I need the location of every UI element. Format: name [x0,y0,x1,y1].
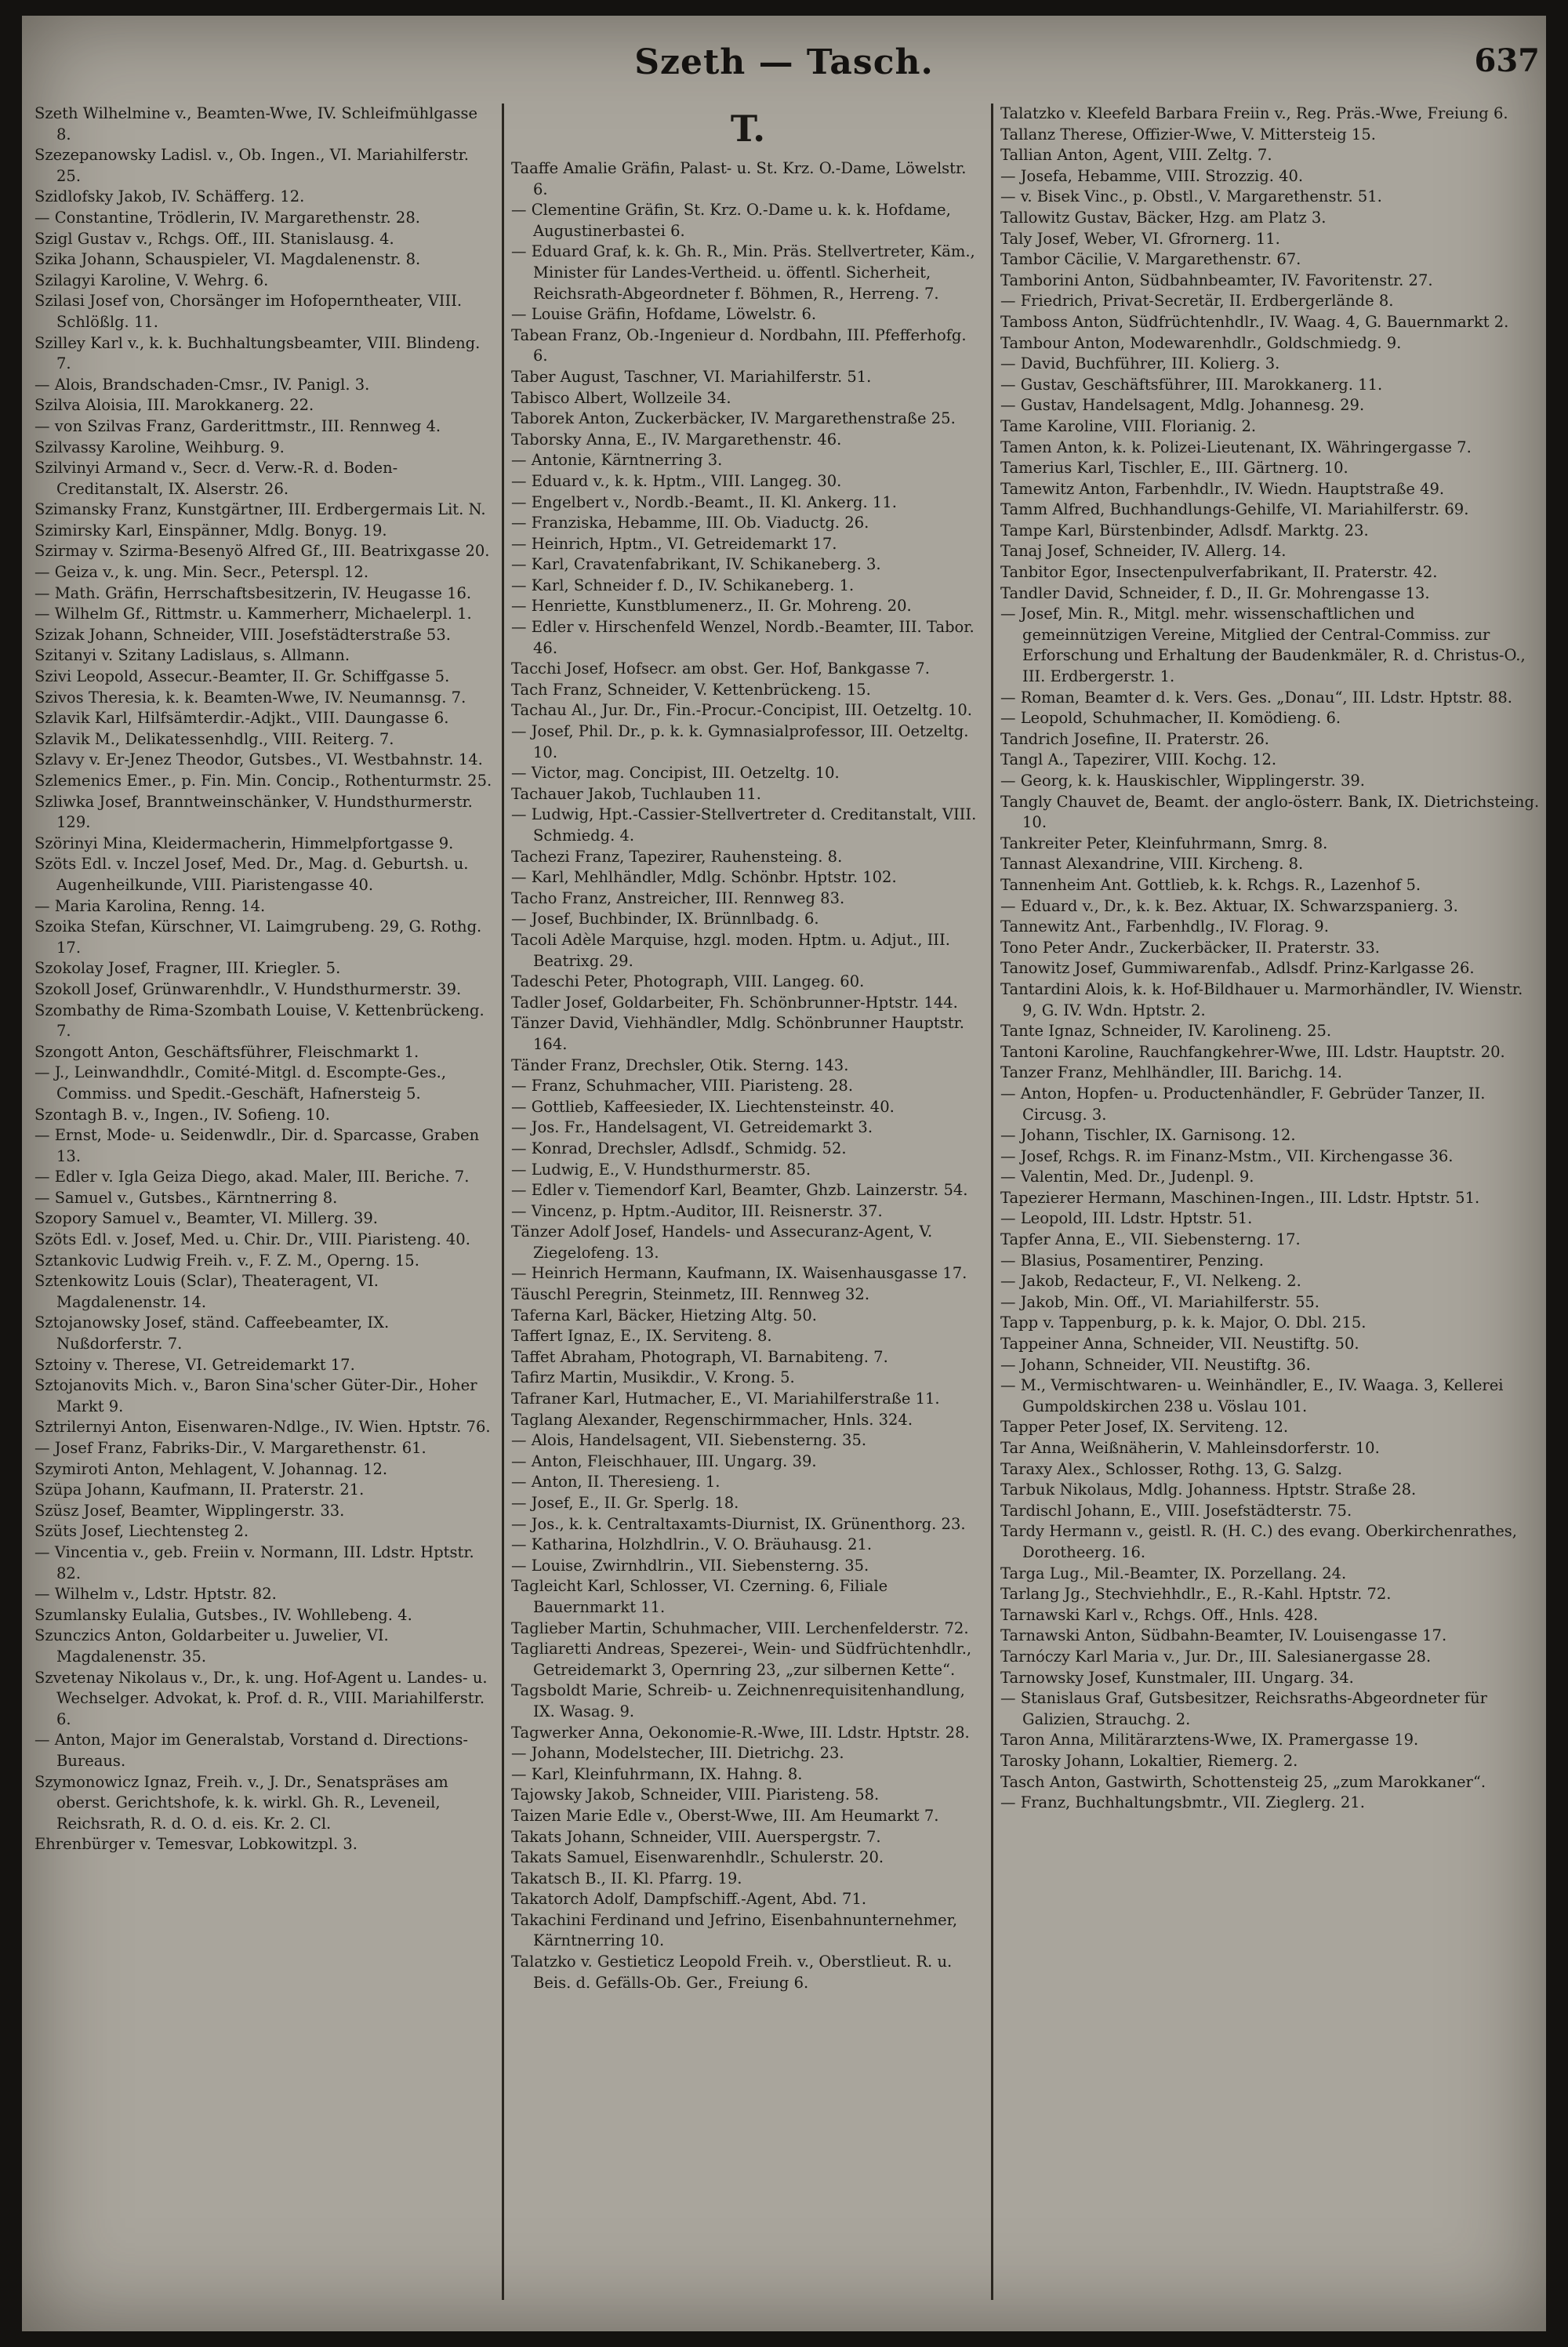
directory-entry: Taglieber Martin, Schuhmacher, VIII. Lerchenfelderstr. 72. [511,1619,969,1637]
directory-entry: Szlemenics Emer., p. Fin. Min. Concip., Rothenturmstr. 25. [34,772,492,790]
directory-entry: — Eduard v., Dr., k. k. Bez. Aktuar, IX. Schwarzspanierg. 3. [1000,896,1458,915]
directory-entry: Tono Peter Andr., Zuckerbäcker, II. Praterstr. 33. [1000,938,1380,957]
directory-entry: — Edler v. Hirschenfeld Wenzel, Nordb.-Beamter, III. Tabor. 46. [511,618,975,657]
directory-entry: Tannast Alexandrine, VIII. Kircheng. 8. [1000,855,1304,874]
directory-entry: Tacho Franz, Anstreicher, III. Rennweg 83. [511,888,845,907]
directory-entry: Szika Johann, Schauspieler, VI. Magdalenenstr. 8. [34,250,421,269]
directory-entry: Tanaj Josef, Schneider, IV. Allerg. 14. [1000,542,1287,561]
directory-entry: Szokoll Josef, Grünwarenhdlr., V. Hundsthurmerstr. 39. [34,979,462,998]
directory-entry: — Ludwig, Hpt.-Cassier-Stellvertreter d. Creditanstalt, VIII. Schmiedg. 4. [511,805,977,845]
directory-entry: Tapezierer Hermann, Maschinen-Ingen., III. Ldstr. Hptstr. 51. [1000,1188,1480,1207]
directory-entry: Tarnawski Anton, Südbahn-Beamter, IV. Louisengasse 17. [1000,1626,1447,1645]
directory-entry: — Ludwig, E., V. Hundsthurmerstr. 85. [511,1160,811,1179]
directory-entry: Tadeschi Peter, Photograph, VIII. Langeg. 60. [511,972,865,991]
directory-entry: Szimirsky Karl, Einspänner, Mdlg. Bonyg. 19. [34,521,387,540]
directory-entry: Tarnawski Karl v., Rchgs. Off., Hnls. 428. [1000,1605,1319,1624]
directory-entry: Tangl A., Tapezirer, VIII. Kochg. 12. [1000,750,1277,769]
directory-entry: Tapper Peter Josef, IX. Serviteng. 12. [1000,1418,1289,1437]
directory-entry: — Anton, Major im Generalstab, Vorstand d. Directions-Bureaus. [34,1731,469,1770]
directory-entry: Tamboss Anton, Südfrüchtenhdlr., IV. Waag. 4, G. Bauernmarkt 2. [1000,312,1509,331]
directory-entry: Sztenkowitz Louis (Sclar), Theateragent, VI. Magdalenenstr. 14. [34,1272,379,1311]
directory-entry: Szilley Karl v., k. k. Buchhaltungsbeamter, VIII. Blindeng. 7. [34,333,481,373]
directory-entry: — Engelbert v., Nordb.-Beamt., II. Kl. Ankerg. 11. [511,492,897,511]
directory-entry: — Johann, Modelstecher, III. Dietrichg. 23. [511,1744,844,1763]
directory-entry: — Henriette, Kunstblumenerz., II. Gr. Mohreng. 20. [511,597,912,616]
directory-entry: — Vincenz, p. Hptm.-Auditor, III. Reisnerstr. 37. [511,1201,883,1220]
directory-entry: Szilvassy Karoline, Weihburg. 9. [34,438,285,456]
directory-entry: Tagwerker Anna, Oekonomie-R.-Wwe, III. Ldstr. Hptstr. 28. [511,1723,970,1742]
directory-entry: Tapp v. Tappenburg, p. k. k. Major, O. Dbl. 215. [1000,1313,1367,1332]
directory-entry: — Anton, Hopfen- u. Productenhändler, F. Gebrüder Tanzer, II. Circusg. 3. [1000,1084,1486,1124]
directory-entry: Tacoli Adèle Marquise, hzgl. moden. Hptm. u. Adjut., III. Beatrixg. 29. [511,930,950,970]
directory-entry: Tamborini Anton, Südbahnbeamter, IV. Favoritenstr. 27. [1000,271,1433,289]
directory-entry: Tantardini Alois, k. k. Hof-Bildhauer u. Marmorhändler, IV. Wienstr. 9, G. IV. Wdn. Hptstr. 2. [1000,979,1523,1019]
directory-entry: — Wilhelm v., Ldstr. Hptstr. 82. [34,1585,277,1604]
directory-entry: — Edler v. Tiemendorf Karl, Beamter, Ghzb. Lainzerstr. 54. [511,1181,968,1200]
directory-entry: Taly Josef, Weber, VI. Gfrornerg. 11. [1000,229,1280,248]
directory-entry: — Math. Gräfin, Herrschaftsbesitzerin, IV. Heugasse 16. [34,583,472,602]
directory-entry: — Clementine Gräfin, St. Krz. O.-Dame u. k. k. Hofdame, Augustinerbastei 6. [511,201,951,240]
directory-entry: Takatsch B., II. Kl. Pfarrg. 19. [511,1869,742,1887]
directory-entry: — Josef, Phil. Dr., p. k. k. Gymnasialprofessor, III. Oetzeltg. 10. [511,722,969,761]
directory-entry: Szüsz Josef, Beamter, Wipplingerstr. 33. [34,1501,345,1520]
page-number: 637 [1474,42,1540,79]
directory-entry: Taizen Marie Edle v., Oberst-Wwe, III. Am Heumarkt 7. [511,1806,939,1825]
directory-entry: — Geiza v., k. ung. Min. Secr., Peterspl. 12. [34,563,369,582]
directory-entry: Szimansky Franz, Kunstgärtner, III. Erdbergermais Lit. N. [34,500,486,519]
directory-entry: Tankreiter Peter, Kleinfuhrmann, Smrg. 8. [1000,834,1328,852]
directory-entry: Tallanz Therese, Offizier-Wwe, V. Mittersteig 15. [1000,125,1376,144]
directory-entry: Tardy Hermann v., geistl. R. (H. C.) des evang. Oberkirchenrathes, Dorotheerg. 16. [1000,1522,1518,1561]
directory-entry: — Josef, E., II. Gr. Sperlg. 18. [511,1494,739,1512]
directory-entry: Tachauer Jakob, Tuchlauben 11. [511,784,761,803]
directory-entry: Sztojanowsky Josef, ständ. Caffeebeamter, IX. Nußdorferstr. 7. [34,1313,390,1353]
directory-entry: Szizak Johann, Schneider, VIII. Josefstädterstraße 53. [34,625,451,644]
directory-entry: Takatorch Adolf, Dampfschiff.-Agent, Abd. 71. [511,1890,867,1909]
column-2 [511,104,985,2300]
directory-entry: — M., Vermischtwaren- u. Weinhändler, E., IV. Waaga. 3, Kellerei Gumpoldskirchen 238 u. Vöslau 101. [1000,1376,1504,1415]
directory-entry: Szöts Edl. v. Josef, Med. u. Chir. Dr., VIII. Piaristeng. 40. [34,1230,470,1249]
directory-entry: Tamen Anton, k. k. Polizei-Lieutenant, IX. Währingergasse 7. [1000,438,1472,456]
directory-entry: — von Szilvas Franz, Garderittmstr., III. Rennweg 4. [34,416,441,435]
directory-entry: Tame Karoline, VIII. Florianig. 2. [1000,416,1257,435]
directory-entry: Tänder Franz, Drechsler, Otik. Sterng. 143. [511,1055,849,1074]
directory-entry: Tampe Karl, Bürstenbinder, Adlsdf. Marktg. 23. [1000,521,1369,540]
directory-entry: Szlavik Karl, Hilfsämterdir.-Adjkt., VIII. Daungasse 6. [34,709,449,728]
directory-entry: Szliwka Josef, Branntweinschänker, V. Hundsthurmerstr. 129. [34,792,473,832]
directory-entry: — Georg, k. k. Hauskischler, Wipplingerstr. 39. [1000,772,1365,790]
directory-entry: Sztojanovits Mich. v., Baron Sina'scher Güter-Dir., Hoher Markt 9. [34,1376,477,1415]
directory-entry: — Ernst, Mode- u. Seidenwdlr., Dir. d. Sparcasse, Graben 13. [34,1126,480,1165]
directory-entry: — Alois, Handelsagent, VII. Siebensterng. 35. [511,1431,867,1450]
column-3 [1000,104,1541,2300]
directory-entry: Tannenheim Ant. Gottlieb, k. k. Rchgs. R., Lazenhof 5. [1000,875,1421,894]
directory-entry: Szopory Samuel v., Beamter, VI. Millerg. 39. [34,1209,378,1228]
directory-entry: Taglang Alexander, Regenschirmmacher, Hnls. 324. [511,1410,913,1429]
directory-entry: — Jakob, Redacteur, F., VI. Nelkeng. 2. [1000,1272,1301,1291]
directory-entry: — Karl, Kleinfuhrmann, IX. Hahng. 8. [511,1764,803,1783]
directory-entry: Tante Ignaz, Schneider, IV. Karolineng. 25. [1000,1022,1332,1041]
directory-entry: Tajowsky Jakob, Schneider, VIII. Piaristeng. 58. [511,1786,880,1804]
directory-entry: — David, Buchführer, III. Kolierg. 3. [1000,354,1280,373]
directory-entry: Tantoni Karoline, Rauchfangkehrer-Wwe, III. Ldstr. Hauptstr. 20. [1000,1042,1505,1061]
directory-entry: Takats Johann, Schneider, VIII. Auerspergstr. 7. [511,1827,881,1846]
directory-entry: Tach Franz, Schneider, V. Kettenbrückeng. 15. [511,680,871,699]
directory-entry: — Gottlieb, Kaffeesieder, IX. Liechtensteinstr. 40. [511,1097,895,1116]
directory-entry: Szlavy v. Er-Jenez Theodor, Gutsbes., VI. Westbahnstr. 14. [34,750,483,769]
directory-entry: Tarnowsky Josef, Kunstmaler, III. Ungarg. 34. [1000,1668,1354,1687]
directory-entry: Tarosky Johann, Lokaltier, Riemerg. 2. [1000,1751,1298,1770]
directory-entry: — Maria Karolina, Renng. 14. [34,896,266,915]
directory-entry: — Jakob, Min. Off., VI. Mariahilferstr. 55. [1000,1292,1319,1311]
directory-entry: Tar Anna, Weißnäherin, V. Mahleinsdorferstr. 10. [1000,1439,1380,1457]
directory-entry: Täuschl Peregrin, Steinmetz, III. Rennweg 32. [511,1285,870,1304]
directory-entry: — J., Leinwandhdlr., Comité-Mitgl. d. Escompte-Ges., Commiss. und Spedit.-Geschäft, Hafnersteig 5. [34,1063,447,1103]
directory-entry: Szongott Anton, Geschäftsführer, Fleischmarkt 1. [34,1042,419,1061]
directory-entry: Tallowitz Gustav, Bäcker, Hzg. am Platz 3. [1000,208,1327,227]
directory-entry: Szöts Edl. v. Inczel Josef, Med. Dr., Mag. d. Geburtsh. u. Augenheilkunde, VIII. Piaristengasse 40. [34,855,469,894]
directory-entry: Sztoiny v. Therese, VI. Getreidemarkt 17. [34,1355,355,1374]
directory-entry: Tandrich Josefine, II. Praterstr. 26. [1000,729,1270,748]
directory-entry: Tagsboldt Marie, Schreib- u. Zeichnenrequisitenhandlung, IX. Wasag. 9. [511,1681,965,1720]
directory-entry: Szilvinyi Armand v., Secr. d. Verw.-R. d. Boden-Creditanstalt, IX. Alserstr. 26. [34,459,398,498]
directory-entry: Tabean Franz, Ob.-Ingenieur d. Nordbahn, III. Pfefferhofg. 6. [511,325,967,365]
directory-entry: — Johann, Schneider, VII. Neustiftg. 36. [1000,1355,1311,1374]
directory-entry: Talatzko v. Gestieticz Leopold Freih. v., Oberstlieut. R. u. Beis. d. Gefälls-Ob. Ger., Freiung 6. [511,1953,953,1992]
directory-entry: — Antonie, Kärntnerring 3. [511,451,723,470]
directory-entry: Tarlang Jg., Stechviehhdlr., E., R.-Kahl. Hptstr. 72. [1000,1585,1392,1604]
directory-entry: — Johann, Tischler, IX. Garnisong. 12. [1000,1126,1296,1145]
directory-entry: — Vincentia v., geb. Freiin v. Normann, III. Ldstr. Hptstr. 82. [34,1542,474,1582]
directory-entry: — Stanislaus Graf, Gutsbesitzer, Reichsraths-Abgeordneter für Galizien, Strauchg. 2. [1000,1689,1487,1728]
directory-entry: Szigl Gustav v., Rchgs. Off., III. Stanislausg. 4. [34,229,394,248]
directory-entry: Tasch Anton, Gastwirth, Schottensteig 25, „zum Marokkaner“. [1000,1772,1486,1791]
directory-entry: Tadler Josef, Goldarbeiter, Fh. Schönbrunner-Hptstr. 144. [511,993,958,1012]
directory-entry: Sztrilernyi Anton, Eisenwaren-Ndlge., IV. Wien. Hptstr. 76. [34,1418,491,1437]
directory-entry: — Jos., k. k. Centraltaxamts-Diurnist, IX. Grünenthorg. 23. [511,1514,966,1533]
directory-entry: Tanzer Franz, Mehlhändler, III. Barichg. 14. [1000,1063,1342,1082]
directory-entry: — Alois, Brandschaden-Cmsr., IV. Panigl. 3. [34,375,370,394]
directory-entry: Szontagh B. v., Ingen., IV. Sofieng. 10. [34,1105,330,1124]
directory-entry: — Josefa, Hebamme, VIII. Strozzig. 40. [1000,166,1304,185]
directory-entry: Szitanyi v. Szitany Ladislaus, s. Allmann. [34,646,350,665]
directory-entry: Tachezi Franz, Tapezirer, Rauhensteing. 8. [511,847,843,866]
directory-entry: Talatzko v. Kleefeld Barbara Freiin v., Reg. Präs.-Wwe, Freiung 6. [1000,104,1508,122]
directory-entry: — Friedrich, Privat-Secretär, II. Erdbergerlände 8. [1000,292,1394,311]
page-header [22,42,1546,89]
directory-entry: — Eduard v., k. k. Hptm., VIII. Langeg. 30. [511,471,842,490]
column-divider [502,104,504,2300]
directory-entry: Szombathy de Rima-Szombath Louise, V. Kettenbrückeng. 7. [34,1001,485,1041]
directory-entry: — Samuel v., Gutsbes., Kärntnerring 8. [34,1188,338,1207]
directory-entry: Tangly Chauvet de, Beamt. der anglo-österr. Bank, IX. Dietrichsteing. 10. [1000,792,1540,832]
directory-entry: Szlavik M., Delikatessenhdlg., VIII. Reiterg. 7. [34,729,394,748]
directory-entry: — Franziska, Hebamme, III. Ob. Viaductg. 26. [511,514,869,532]
directory-entry: — Karl, Mehlhändler, Mdlg. Schönbr. Hptstr. 102. [511,868,897,887]
directory-entry: Taffert Ignaz, E., IX. Serviteng. 8. [511,1327,772,1346]
directory-entry: Taaffe Amalie Gräfin, Palast- u. St. Krz. O.-Dame, Löwelstr. 6. [511,159,967,198]
directory-entry: Tandler David, Schneider, f. D., II. Gr. Mohrengasse 13. [1000,583,1430,602]
directory-entry: Taber August, Taschner, VI. Mariahilferstr. 51. [511,367,872,386]
directory-entry: Szüts Josef, Liechtensteg 2. [34,1522,249,1541]
directory-entry: — Anton, Fleischhauer, III. Ungarg. 39. [511,1451,817,1470]
directory-entry: Tanbitor Egor, Insectenpulverfabrikant, II. Praterstr. 42. [1000,563,1438,582]
directory-entry: Sztankovic Ludwig Freih. v., F. Z. M., Operng. 15. [34,1251,419,1270]
directory-entry: Taborsky Anna, E., IV. Margarethenstr. 46. [511,430,842,449]
directory-entry: Tambour Anton, Modewarenhdlr., Goldschmiedg. 9. [1000,333,1402,352]
directory-entry: Szirmay v. Szirma-Besenyö Alfred Gf., III. Beatrixgasse 20. [34,542,490,561]
directory-entry: Tachau Al., Jur. Dr., Fin.-Procur.-Concipist, III. Oetzeltg. 10. [511,701,972,720]
directory-entry: Tänzer David, Viehhändler, Mdlg. Schönbrunner Hauptstr. 164. [511,1014,964,1053]
directory-entry: — Louise Gräfin, Hofdame, Löwelstr. 6. [511,305,817,324]
directory-entry: — Constantine, Trödlerin, IV. Margarethenstr. 28. [34,208,420,227]
directory-entry: Szymonowicz Ignaz, Freih. v., J. Dr., Senatspräses am oberst. Gerichtshofe, k. k. wirkl. Gh. R., Leveneil, Reichsrath, R. d. O. d. eis. Kr. 2. Cl. [34,1772,448,1833]
directory-entry: Taffet Abraham, Photograph, VI. Barnabiteng. 7. [511,1347,888,1366]
column-1 [34,104,495,2300]
directory-entry: — Blasius, Posamentirer, Penzing. [1000,1251,1264,1270]
directory-entry: Ehrenbürger v. Temesvar, Lobkowitzpl. 3. [34,1835,358,1854]
directory-entry: — Josef Franz, Fabriks-Dir., V. Margarethenstr. 61. [34,1439,426,1457]
directory-entry: — Wilhelm Gf., Rittmstr. u. Kammerherr, Michaelerpl. 1. [34,605,472,623]
directory-entry: Taborek Anton, Zuckerbäcker, IV. Margarethenstraße 25. [511,409,956,428]
directory-entry: Tagliaretti Andreas, Spezerei-, Wein- und Südfrüchtenhdlr., Getreidemarkt 3, Opernring 23, „zur silbernen Kette“. [511,1640,972,1679]
section-letter: T. [730,107,766,150]
directory-entry: Tappeiner Anna, Schneider, VII. Neustiftg. 50. [1000,1335,1359,1353]
directory-entry: Taferna Karl, Bäcker, Hietzing Altg. 50. [511,1306,817,1324]
directory-entry: — Edler v. Igla Geiza Diego, akad. Maler, III. Beriche. 7. [34,1168,470,1186]
directory-entry: Szymiroti Anton, Mehlagent, V. Johannag. 12. [34,1459,388,1478]
directory-entry: Tamewitz Anton, Farbenhdlr., IV. Wiedn. Hauptstraße 49. [1000,479,1445,498]
directory-entry: Targa Lug., Mil.-Beamter, IX. Porzellang. 24. [1000,1564,1347,1582]
directory-entry: Taraxy Alex., Schlosser, Rothg. 13, G. Salzg. [1000,1459,1343,1478]
directory-entry: Szivi Leopold, Assecur.-Beamter, II. Gr. Schiffgasse 5. [34,667,450,686]
directory-entry: Tafirz Martin, Musikdir., V. Krong. 5. [511,1368,795,1387]
directory-entry: Szörinyi Mina, Kleidermacherin, Himmelpfortgasse 9. [34,834,454,852]
directory-entry: — Anton, II. Theresieng. 1. [511,1473,720,1491]
directory-entry: — Gustav, Geschäftsführer, III. Marokkanerg. 11. [1000,375,1383,394]
directory-entry: Szilasi Josef von, Chorsänger im Hofoperntheater, VIII. Schlößlg. 11. [34,292,463,331]
directory-entry: — Katharina, Holzhdlrin., V. O. Bräuhausg. 21. [511,1535,873,1554]
directory-entry: — Heinrich Hermann, Kaufmann, IX. Waisenhausgasse 17. [511,1264,967,1283]
column-divider [991,104,993,2300]
directory-entry: — Jos. Fr., Handelsagent, VI. Getreidemarkt 3. [511,1118,873,1137]
directory-entry: — Karl, Cravatenfabrikant, IV. Schikaneberg. 3. [511,555,881,574]
directory-entry: Szidlofsky Jakob, IV. Schäfferg. 12. [34,187,305,206]
directory-entry: — Roman, Beamter d. k. Vers. Ges. „Donau“, III. Ldstr. Hptstr. 88. [1000,688,1512,707]
directory-entry: Tallian Anton, Agent, VIII. Zeltg. 7. [1000,146,1272,165]
directory-entry: — Josef, Rchgs. R. im Finanz-Mstm., VII. Kirchengasse 36. [1000,1146,1454,1165]
directory-entry: Tarnóczy Karl Maria v., Jur. Dr., III. Salesianergasse 28. [1000,1647,1432,1666]
directory-page [22,16,1546,2331]
directory-entry: — Victor, mag. Concipist, III. Oetzeltg. 10. [511,764,840,783]
directory-entry: Szivos Theresia, k. k. Beamten-Wwe, IV. Neumannsg. 7. [34,688,466,707]
directory-entry: Tarbuk Nikolaus, Mdlg. Johanness. Hptstr. Straße 28. [1000,1480,1417,1499]
directory-entry: Szilagyi Karoline, V. Wehrg. 6. [34,271,269,289]
directory-entry: Tannewitz Ant., Farbenhdlg., IV. Florag. 9. [1000,917,1329,936]
directory-entry: — Konrad, Drechsler, Adlsdf., Schmidg. 52. [511,1139,847,1157]
directory-entry: Tagleicht Karl, Schlosser, VI. Czerning. 6, Filiale Bauernmarkt 11. [511,1577,888,1616]
directory-entry: — Franz, Buchhaltungsbmtr., VII. Zieglerg. 21. [1000,1793,1365,1812]
directory-entry: Szoika Stefan, Kürschner, VI. Laimgrubeng. 29, G. Rothg. 17. [34,917,482,957]
directory-entry: Tardischl Johann, E., VIII. Josefstädterstr. 75. [1000,1501,1352,1520]
directory-entry: — Josef, Min. R., Mitgl. mehr. wissenschaftlichen und gemeinnützigen Vereine, Mitglied der Central-Commiss. zur Erforschung und Erhaltung der Baudenkmäler, R. d. Christus-O., III. Erdbergerstr. 1. [1000,605,1526,686]
directory-entry: Szeth Wilhelmine v., Beamten-Wwe, IV. Schleifmühlgasse 8. [34,104,478,144]
directory-entry: Tacchi Josef, Hofsecr. am obst. Ger. Hof, Bankgasse 7. [511,659,930,678]
directory-entry: Tanowitz Josef, Gummiwarenfab., Adlsdf. Prinz-Karlgasse 26. [1000,959,1475,978]
directory-entry: Taron Anna, Militärarztens-Wwe, IX. Pramergasse 19. [1000,1731,1419,1749]
directory-entry: — Josef, Buchbinder, IX. Brünnlbadg. 6. [511,910,819,928]
directory-entry: Szumlansky Eulalia, Gutsbes., IV. Wohllebeng. 4. [34,1605,412,1624]
directory-entry: Szokolay Josef, Fragner, III. Kriegler. 5. [34,959,341,978]
directory-entry: — Leopold, III. Ldstr. Hptstr. 51. [1000,1209,1253,1228]
directory-entry: Szezepanowsky Ladisl. v., Ob. Ingen., VI. Mariahilferstr. 25. [34,146,469,185]
directory-entry: Tapfer Anna, E., VII. Siebensterng. 17. [1000,1230,1301,1249]
directory-entry: — Franz, Schuhmacher, VIII. Piaristeng. 28. [511,1077,854,1095]
directory-entry: Tafraner Karl, Hutmacher, E., VI. Mariahilferstraße 11. [511,1390,940,1408]
directory-entry: Szüpa Johann, Kaufmann, II. Praterstr. 21. [34,1480,365,1499]
directory-entry: — Karl, Schneider f. D., IV. Schikaneberg. 1. [511,576,855,594]
directory-entry: — Valentin, Med. Dr., Judenpl. 9. [1000,1168,1254,1186]
directory-entry: Tabisco Albert, Wollzeile 34. [511,388,731,407]
directory-entry: Tamerius Karl, Tischler, E., III. Gärtnerg. 10. [1000,459,1348,478]
directory-entry: Szilva Aloisia, III. Marokkanerg. 22. [34,396,314,415]
directory-entry: — v. Bisek Vinc., p. Obstl., V. Margarethenstr. 51. [1000,187,1382,206]
directory-entry: Tänzer Adolf Josef, Handels- und Assecuranz-Agent, V. Ziegelofeng. 13. [511,1223,933,1262]
directory-entry: — Eduard Graf, k. k. Gh. R., Min. Präs. Stellvertreter, Käm., Minister für Landes-Vertheid. u. öffentl. Sicherheit, Reichsrath-Abgeordneter f. Böhmen, R., Herreng. 7. [511,242,975,303]
directory-entry: Takats Samuel, Eisenwarenhdlr., Schulerstr. 20. [511,1848,884,1867]
running-head: Szeth — Tasch. [634,42,934,82]
directory-entry: Szvetenay Nikolaus v., Dr., k. ung. Hof-Agent u. Landes- u. Wechselger. Advokat, k. Prof. d. R., VIII. Mariahilferstr. 6. [34,1668,488,1728]
directory-entry: Tamm Alfred, Buchhandlungs-Gehilfe, VI. Mariahilferstr. 69. [1000,500,1469,519]
directory-entry: Tambor Cäcilie, V. Margarethenstr. 67. [1000,250,1301,269]
directory-entry: — Leopold, Schuhmacher, II. Komödieng. 6. [1000,709,1341,728]
directory-entry: — Gustav, Handelsagent, Mdlg. Johannesg. 29. [1000,396,1365,415]
directory-entry: — Heinrich, Hptm., VI. Getreidemarkt 17. [511,534,837,553]
directory-entry: Szunczics Anton, Goldarbeiter u. Juwelier, VI. Magdalenenstr. 35. [34,1626,389,1666]
directory-entry: Takachini Ferdinand und Jefrino, Eisenbahnunternehmer, Kärntnerring 10. [511,1910,958,1950]
directory-entry: — Louise, Zwirnhdlrin., VII. Siebensterng. 35. [511,1556,869,1575]
